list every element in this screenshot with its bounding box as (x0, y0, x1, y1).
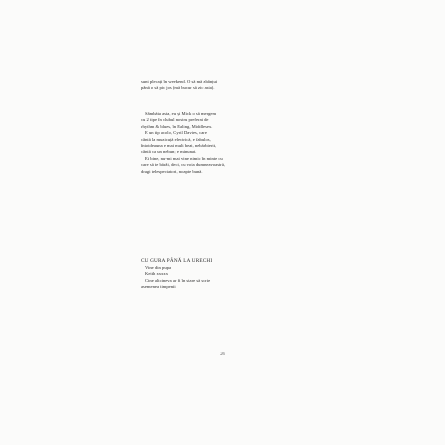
text-line: asemenea timpenii (141, 284, 176, 290)
text-line: cu 2 tipe în clubul nostru preferat de (141, 117, 209, 123)
text-line: rhythm & blues, în Ealing, Middlesex. (141, 123, 213, 129)
page-number: 26 (220, 351, 225, 356)
text-line: cântă la muzicuță electrică, e fabulos, (141, 136, 211, 142)
text-line: care să te bărâi, deci, cu voia dumneavoastră, (141, 162, 226, 168)
text-line: întotdeauna e mai mult beat, nebărbierit, (141, 143, 217, 149)
text-line: Ei bine, nu-mi mai vine nimic în minte cu (145, 155, 223, 161)
letter-signoff (141, 258, 321, 291)
paragraph-intro (141, 79, 321, 92)
text-line: Cine altcineva ar fi în stare să scrie (145, 277, 211, 283)
signature-line: Keith xxxxx (145, 271, 169, 277)
text-line: Sâmbăta asta, eu și Mick o să mergem (145, 111, 217, 116)
text-line: cântă ca un nebun; e minunat. (141, 149, 197, 155)
text-line: până o să pic jos (mă bucur să zic asta). (141, 85, 215, 91)
text-line: dragi telespectatori, noapte bună. (141, 168, 203, 174)
paragraph-saturday (141, 111, 321, 175)
text-line: E un tip acolo, Cyril Davies, care (145, 130, 207, 136)
text-line: sunt plecați în weekend. O să mă zbânțui (141, 79, 218, 84)
signoff-heading: CU GURA PÂNĂ LA URECHI (141, 258, 213, 264)
text-line: Vine din pupa (145, 265, 172, 270)
